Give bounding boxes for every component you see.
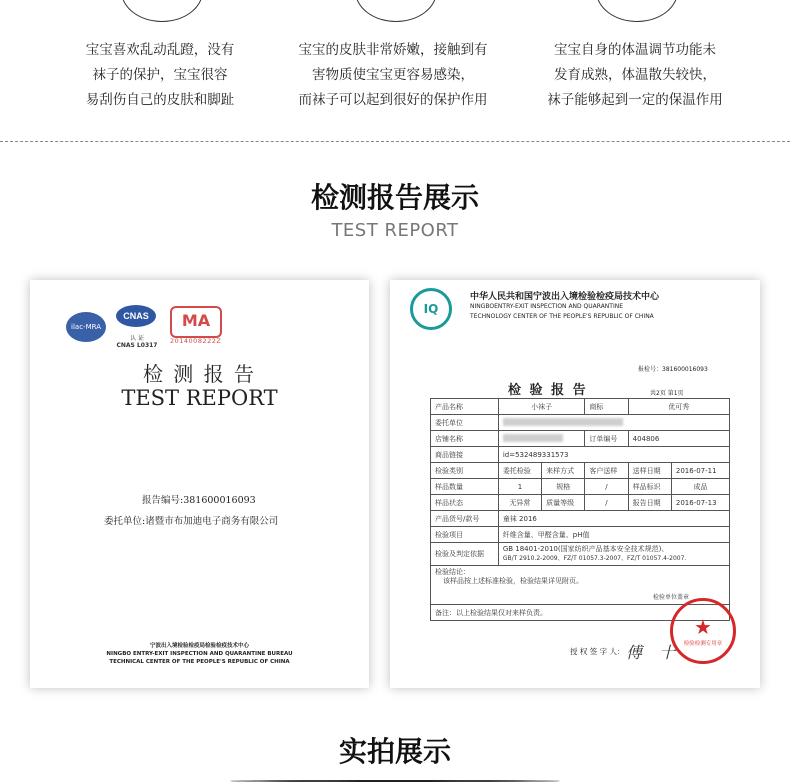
report-title-en: TEST REPORT <box>121 386 278 410</box>
feature-line: 易刮伤自己的皮肤和脚趾 <box>85 92 235 108</box>
feature-line: 宝宝喜欢乱动乱蹬，没有 <box>85 42 235 58</box>
signature: 傅 十 <box>626 643 682 662</box>
table-row: 委托单位 <box>431 415 730 431</box>
iq-logo-icon: IQ <box>410 288 452 330</box>
feature-text-3 <box>525 38 745 113</box>
signature-label: 授 权 签 字 人： <box>570 647 625 656</box>
cnas-sub-label: 认 证 CNAS L0317 <box>116 335 158 349</box>
report-title-cn: 检 测 报 告 <box>142 362 257 386</box>
report-client: 委托单位:诸暨市布加迪电子商务有限公司 <box>104 516 279 527</box>
feature-line: 袜子的保护，宝宝很容 <box>92 67 228 83</box>
table-row: 备注：以上检验结果仅对来样负责。 <box>431 605 730 621</box>
section-divider <box>0 141 790 142</box>
table-row: 店铺名称 订单编号 404806 <box>431 431 730 447</box>
report-number: 报检号：381600016093 <box>638 366 708 373</box>
table-row: 样品数量 1 规格 / 样品标识 成品 <box>431 479 730 495</box>
feature-line: 发育成熟，体温散失较快， <box>554 67 716 83</box>
report-title: 检 验 报 告 <box>508 383 588 398</box>
feature-text-1 <box>55 38 265 113</box>
svg-text:CNAS: CNAS <box>123 311 149 321</box>
page-count: 共2页 第1页 <box>650 390 684 397</box>
ilac-logo-icon: ilac-MRA <box>66 312 106 342</box>
report-header: 中华人民共和国宁波出入境检验检疫局技术中心 NINGBOENTRY-EXIT INSPECTION AND QUARANTINE TECHNOLOGY CENTER OF THE PEOPLE'S REPUBLIC OF CHINA <box>470 292 660 320</box>
feature-icon-circle-2 <box>355 0 437 22</box>
feature-line: 宝宝自身的体温调节功能未 <box>554 42 716 58</box>
test-report-cover <box>30 280 369 688</box>
table-row: 样品状态 无异常 质量等级 / 报告日期 2016-07-13 <box>431 495 730 511</box>
table-row: 检验项目 纤维含量、甲醛含量、pH值 <box>431 527 730 543</box>
section-subtitle: TEST REPORT <box>331 220 459 241</box>
table-row: 检验类别 委托检验 来样方式 客户送样 送样日期 2016-07-11 <box>431 463 730 479</box>
table-row: 产品货号/款号 童袜 2016 <box>431 511 730 527</box>
cma-logo-icon: MA <box>170 306 222 338</box>
inspection-table <box>430 398 730 621</box>
red-seal-stamp: ★ 检验检测专用章 <box>670 598 736 664</box>
section-title: 检测报告展示 <box>310 181 479 214</box>
report-number: 报告编号:381600016093 <box>142 495 256 506</box>
feature-line: 袜子能够起到一定的保温作用 <box>547 92 723 108</box>
section-underline <box>230 780 560 782</box>
feature-icon-circle-3 <box>596 0 678 22</box>
table-row: 检验结论： 该样品按上述标准检验，检验结果详见附页。 检验单位盖章 <box>431 566 730 605</box>
section-title-photos: 实拍展示 <box>338 735 451 768</box>
report-footer: 宁波出入境检验检疫局检验检疫技术中心 NINGBO ENTRY-EXIT INSPECTION AND QUARANTINE BUREAU TECHNICAL CENTER OF THE PEOPLE'S REPUBLIC OF CHINA <box>106 643 293 665</box>
cma-number: 2014008222Z <box>170 337 222 345</box>
feature-line: 宝宝的皮肤非常娇嫩，接触到有 <box>298 42 488 58</box>
table-row: 检验及判定依据 GB 18401-2010(国家纺织产品基本安全技术规范)、 GB/T 2910.2-2009、FZ/T 01057.3-2007、FZ/T 01057.4-2007. <box>431 543 730 566</box>
seal-star-icon: ★ <box>694 615 712 639</box>
feature-text-2 <box>275 38 511 113</box>
feature-icon-circle-1 <box>121 0 203 22</box>
feature-line: 而袜子可以起到很好的保护作用 <box>298 92 488 108</box>
table-row: 商品链接 id=532489331573 <box>431 447 730 463</box>
inspection-report-page <box>390 280 760 688</box>
table-row: 产品名称 小袜子 商标 优可秀 <box>431 399 730 415</box>
feature-line: 害物质使宝宝更容易感染， <box>312 67 474 83</box>
